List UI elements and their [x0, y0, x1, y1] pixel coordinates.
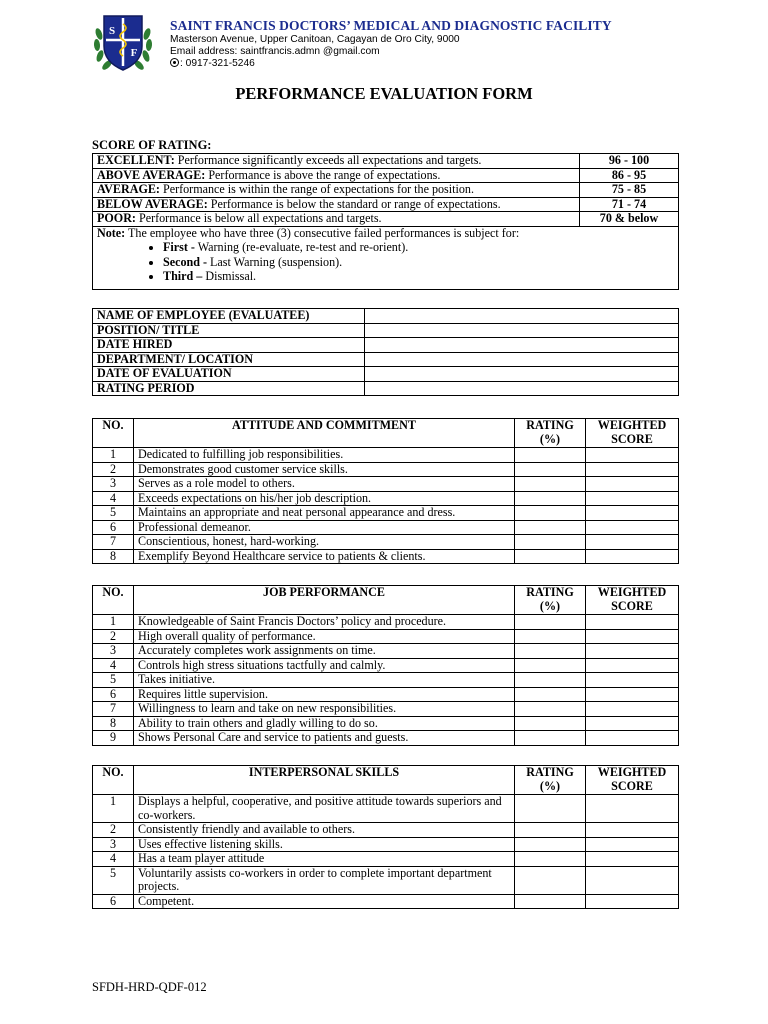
- info-label: NAME OF EMPLOYEE (EVALUATEE): [93, 309, 365, 324]
- section-header-row: [93, 766, 679, 795]
- criteria-text: Consistently friendly and available to others.: [134, 823, 515, 838]
- section-title: ATTITUDE AND COMMITMENT: [134, 419, 515, 448]
- criteria-text: Dedicated to fulfilling job responsibilities.: [134, 448, 515, 463]
- rating-input-cell[interactable]: [515, 795, 586, 823]
- rating-range: 96 - 100: [580, 154, 679, 169]
- info-value-field[interactable]: [365, 352, 679, 367]
- section-title: INTERPERSONAL SKILLS: [134, 766, 515, 795]
- info-value-field[interactable]: [365, 338, 679, 353]
- rating-term: EXCELLENT:: [97, 153, 175, 167]
- criteria-text: Uses effective listening skills.: [134, 837, 515, 852]
- criteria-text: Has a team player attitude: [134, 852, 515, 867]
- criteria-number: 9: [93, 731, 134, 746]
- weighted-score-cell[interactable]: [586, 852, 679, 867]
- criteria-text: Displays a helpful, cooperative, and positive attitude towards superiors and co-workers.: [134, 795, 515, 823]
- info-value-field[interactable]: [365, 367, 679, 382]
- column-header-no: NO.: [93, 419, 134, 448]
- column-header-weighted-score: WEIGHTED SCORE: [586, 586, 679, 615]
- phone-icon: [170, 58, 179, 67]
- weighted-score-cell[interactable]: [586, 549, 679, 564]
- phone-number: : 0917-321-5246: [180, 58, 255, 69]
- criteria-text: Exemplify Beyond Healthcare service to patients & clients.: [134, 549, 515, 564]
- rating-row: [93, 212, 679, 227]
- rating-desc: Performance significantly exceeds all expectations and targets.: [174, 153, 482, 167]
- rating-desc: Performance is above the range of expectations.: [205, 167, 441, 182]
- criteria-text: Accurately completes work assignments on time.: [134, 644, 515, 659]
- weighted-score-cell[interactable]: [586, 894, 679, 909]
- info-label: POSITION/ TITLE: [93, 323, 365, 338]
- criteria-text: Serves as a role model to others.: [134, 477, 515, 492]
- rating-input-cell[interactable]: [515, 852, 586, 867]
- rating-input-cell[interactable]: [515, 866, 586, 894]
- rating-term: AVERAGE:: [97, 182, 160, 196]
- note-row: [93, 226, 679, 289]
- attitude-commitment-table: [92, 418, 679, 564]
- rating-input-cell[interactable]: [515, 462, 586, 477]
- weighted-score-cell[interactable]: [586, 673, 679, 688]
- weighted-score-cell[interactable]: [586, 795, 679, 823]
- weighted-score-cell[interactable]: [586, 615, 679, 630]
- weighted-score-cell[interactable]: [586, 477, 679, 492]
- weighted-score-cell[interactable]: [586, 535, 679, 550]
- criteria-text: Requires little supervision.: [134, 687, 515, 702]
- info-row: [93, 309, 679, 324]
- rating-input-cell[interactable]: [515, 823, 586, 838]
- weighted-score-cell[interactable]: [586, 731, 679, 746]
- column-header-rating: RATING (%): [515, 419, 586, 448]
- section-title: JOB PERFORMANCE: [134, 586, 515, 615]
- criteria-row: [93, 549, 679, 564]
- email: Email address: saintfrancis.admn @gmail.com: [170, 46, 380, 57]
- rating-input-cell[interactable]: [515, 658, 586, 673]
- criteria-text: Demonstrates good customer service skills.: [134, 462, 515, 477]
- info-label: DATE OF EVALUATION: [93, 367, 365, 382]
- criteria-number: 2: [93, 462, 134, 477]
- criteria-row: [93, 520, 679, 535]
- info-value-field[interactable]: [365, 309, 679, 324]
- criteria-number: 4: [93, 658, 134, 673]
- note-text: The employee who have three (3) consecutive failed performances is subject for:: [125, 225, 520, 240]
- criteria-row: [93, 448, 679, 463]
- criteria-row: [93, 506, 679, 521]
- column-header-weighted-score: WEIGHTED SCORE: [586, 419, 679, 448]
- consequence-item: • Third – Dismissal.: [163, 269, 674, 284]
- weighted-score-cell[interactable]: [586, 702, 679, 717]
- rating-term: POOR:: [97, 211, 136, 225]
- weighted-score-cell[interactable]: [586, 687, 679, 702]
- column-header-no: NO.: [93, 766, 134, 795]
- score-of-rating-label: SCORE OF RATING:: [92, 138, 212, 152]
- criteria-text: Conscientious, honest, hard-working.: [134, 535, 515, 550]
- weighted-score-cell[interactable]: [586, 629, 679, 644]
- section-header-row: [93, 419, 679, 448]
- criteria-text: Ability to train others and gladly willing to do so.: [134, 716, 515, 731]
- rating-input-cell[interactable]: [515, 673, 586, 688]
- criteria-row: [93, 795, 679, 823]
- criteria-row: [93, 644, 679, 659]
- info-label: DEPARTMENT/ LOCATION: [93, 352, 365, 367]
- info-value-field[interactable]: [365, 323, 679, 338]
- rating-range: 86 - 95: [580, 168, 679, 183]
- criteria-number: 3: [93, 837, 134, 852]
- weighted-score-cell[interactable]: [586, 448, 679, 463]
- weighted-score-cell[interactable]: [586, 520, 679, 535]
- weighted-score-cell[interactable]: [586, 506, 679, 521]
- criteria-row: [93, 852, 679, 867]
- info-value-field[interactable]: [365, 381, 679, 396]
- consequence-list: [97, 240, 674, 284]
- criteria-row: [93, 866, 679, 894]
- section-header-row: [93, 586, 679, 615]
- criteria-text: Willingness to learn and take on new responsibilities.: [134, 702, 515, 717]
- criteria-text: Shows Personal Care and service to patients and guests.: [134, 731, 515, 746]
- consequence-item: • First - Warning (re-evaluate, re-test and re-orient).: [163, 240, 674, 255]
- rating-input-cell[interactable]: [515, 629, 586, 644]
- weighted-score-cell[interactable]: [586, 644, 679, 659]
- info-row: [93, 381, 679, 396]
- info-label: RATING PERIOD: [93, 381, 365, 396]
- document-code: SFDH-HRD-QDF-012: [92, 980, 207, 994]
- rating-input-cell[interactable]: [515, 716, 586, 731]
- criteria-text: High overall quality of performance.: [134, 629, 515, 644]
- criteria-row: [93, 673, 679, 688]
- criteria-number: 1: [93, 615, 134, 630]
- interpersonal-skills-table: [92, 765, 679, 909]
- weighted-score-cell[interactable]: [586, 866, 679, 894]
- info-row: [93, 338, 679, 353]
- column-header-rating: RATING (%): [515, 766, 586, 795]
- criteria-number: 5: [93, 673, 134, 688]
- criteria-text: Takes initiative.: [134, 673, 515, 688]
- criteria-row: [93, 615, 679, 630]
- weighted-score-cell[interactable]: [586, 658, 679, 673]
- rating-input-cell[interactable]: [515, 731, 586, 746]
- rating-row: [93, 197, 679, 212]
- criteria-row: [93, 477, 679, 492]
- rating-input-cell[interactable]: [515, 448, 586, 463]
- score-of-rating-table: [92, 153, 679, 290]
- facility-logo: [90, 10, 156, 76]
- criteria-number: 8: [93, 716, 134, 731]
- rating-row: [93, 168, 679, 183]
- rating-input-cell[interactable]: [515, 702, 586, 717]
- criteria-row: [93, 716, 679, 731]
- info-row: [93, 323, 679, 338]
- criteria-number: 7: [93, 535, 134, 550]
- info-label: DATE HIRED: [93, 338, 365, 353]
- weighted-score-cell[interactable]: [586, 462, 679, 477]
- organization-name: SAINT FRANCIS DOCTORS’ MEDICAL AND DIAGNOSTIC FACILITY: [170, 18, 612, 33]
- criteria-text: Knowledgeable of Saint Francis Doctors’ policy and procedure.: [134, 615, 515, 630]
- criteria-text: Professional demeanor.: [134, 520, 515, 535]
- column-header-rating: RATING (%): [515, 586, 586, 615]
- rating-term: ABOVE AVERAGE:: [97, 167, 206, 182]
- criteria-row: [93, 535, 679, 550]
- criteria-number: 2: [93, 823, 134, 838]
- rating-range: 75 - 85: [580, 183, 679, 198]
- job-performance-table: [92, 585, 679, 746]
- column-header-weighted-score: WEIGHTED SCORE: [586, 766, 679, 795]
- rating-input-cell[interactable]: [515, 837, 586, 852]
- info-row: [93, 352, 679, 367]
- phone-line: [170, 58, 612, 70]
- criteria-row: [93, 731, 679, 746]
- criteria-text: Maintains an appropriate and neat personal appearance and dress.: [134, 506, 515, 521]
- criteria-number: 3: [93, 644, 134, 659]
- note-label: Note:: [97, 225, 126, 240]
- consequence-item: • Second - Last Warning (suspension).: [163, 255, 674, 270]
- criteria-text: Exceeds expectations on his/her job description.: [134, 491, 515, 506]
- rating-input-cell[interactable]: [515, 644, 586, 659]
- rating-input-cell[interactable]: [515, 894, 586, 909]
- criteria-row: [93, 629, 679, 644]
- criteria-number: 6: [93, 687, 134, 702]
- rating-desc: Performance is below all expectations and targets.: [135, 211, 382, 225]
- criteria-row: [93, 687, 679, 702]
- criteria-row: [93, 462, 679, 477]
- rating-input-cell[interactable]: [515, 520, 586, 535]
- criteria-number: 2: [93, 629, 134, 644]
- weighted-score-cell[interactable]: [586, 716, 679, 731]
- column-header-no: NO.: [93, 586, 134, 615]
- weighted-score-cell[interactable]: [586, 837, 679, 852]
- weighted-score-cell[interactable]: [586, 491, 679, 506]
- form-title: PERFORMANCE EVALUATION FORM: [235, 84, 533, 103]
- criteria-text: Controls high stress situations tactfully and calmly.: [134, 658, 515, 673]
- address: Masterson Avenue, Upper Canitoan, Cagayan de Oro City, 9000: [170, 34, 460, 45]
- rating-row: [93, 183, 679, 198]
- rating-input-cell[interactable]: [515, 549, 586, 564]
- criteria-number: 1: [93, 795, 134, 823]
- criteria-text: Competent.: [134, 894, 515, 909]
- criteria-number: 7: [93, 702, 134, 717]
- rating-input-cell[interactable]: [515, 506, 586, 521]
- logo-letter-s: S: [108, 25, 116, 37]
- rating-range: 71 - 74: [580, 197, 679, 212]
- employee-info-table: [92, 308, 679, 396]
- logo-letter-f: F: [130, 47, 138, 59]
- weighted-score-cell[interactable]: [586, 823, 679, 838]
- rating-input-cell[interactable]: [515, 535, 586, 550]
- criteria-number: 5: [93, 506, 134, 521]
- rating-range: 70 & below: [580, 212, 679, 227]
- criteria-number: 6: [93, 894, 134, 909]
- criteria-row: [93, 658, 679, 673]
- rating-input-cell[interactable]: [515, 491, 586, 506]
- criteria-row: [93, 894, 679, 909]
- criteria-number: 8: [93, 549, 134, 564]
- criteria-number: 5: [93, 866, 134, 894]
- criteria-number: 4: [93, 491, 134, 506]
- rating-term: BELOW AVERAGE:: [97, 196, 208, 211]
- info-row: [93, 367, 679, 382]
- criteria-row: [93, 837, 679, 852]
- rating-row: [93, 154, 679, 169]
- letterhead: [170, 18, 612, 70]
- rating-input-cell[interactable]: [515, 477, 586, 492]
- rating-input-cell[interactable]: [515, 615, 586, 630]
- rating-desc: Performance is below the standard or range of expectations.: [207, 196, 501, 211]
- criteria-row: [93, 823, 679, 838]
- rating-input-cell[interactable]: [515, 687, 586, 702]
- criteria-number: 1: [93, 448, 134, 463]
- criteria-number: 3: [93, 477, 134, 492]
- rating-desc: Performance is within the range of expectations for the position.: [159, 182, 474, 196]
- criteria-number: 4: [93, 852, 134, 867]
- criteria-row: [93, 702, 679, 717]
- criteria-text: Voluntarily assists co-workers in order to complete important department projects.: [134, 866, 515, 894]
- criteria-number: 6: [93, 520, 134, 535]
- criteria-row: [93, 491, 679, 506]
